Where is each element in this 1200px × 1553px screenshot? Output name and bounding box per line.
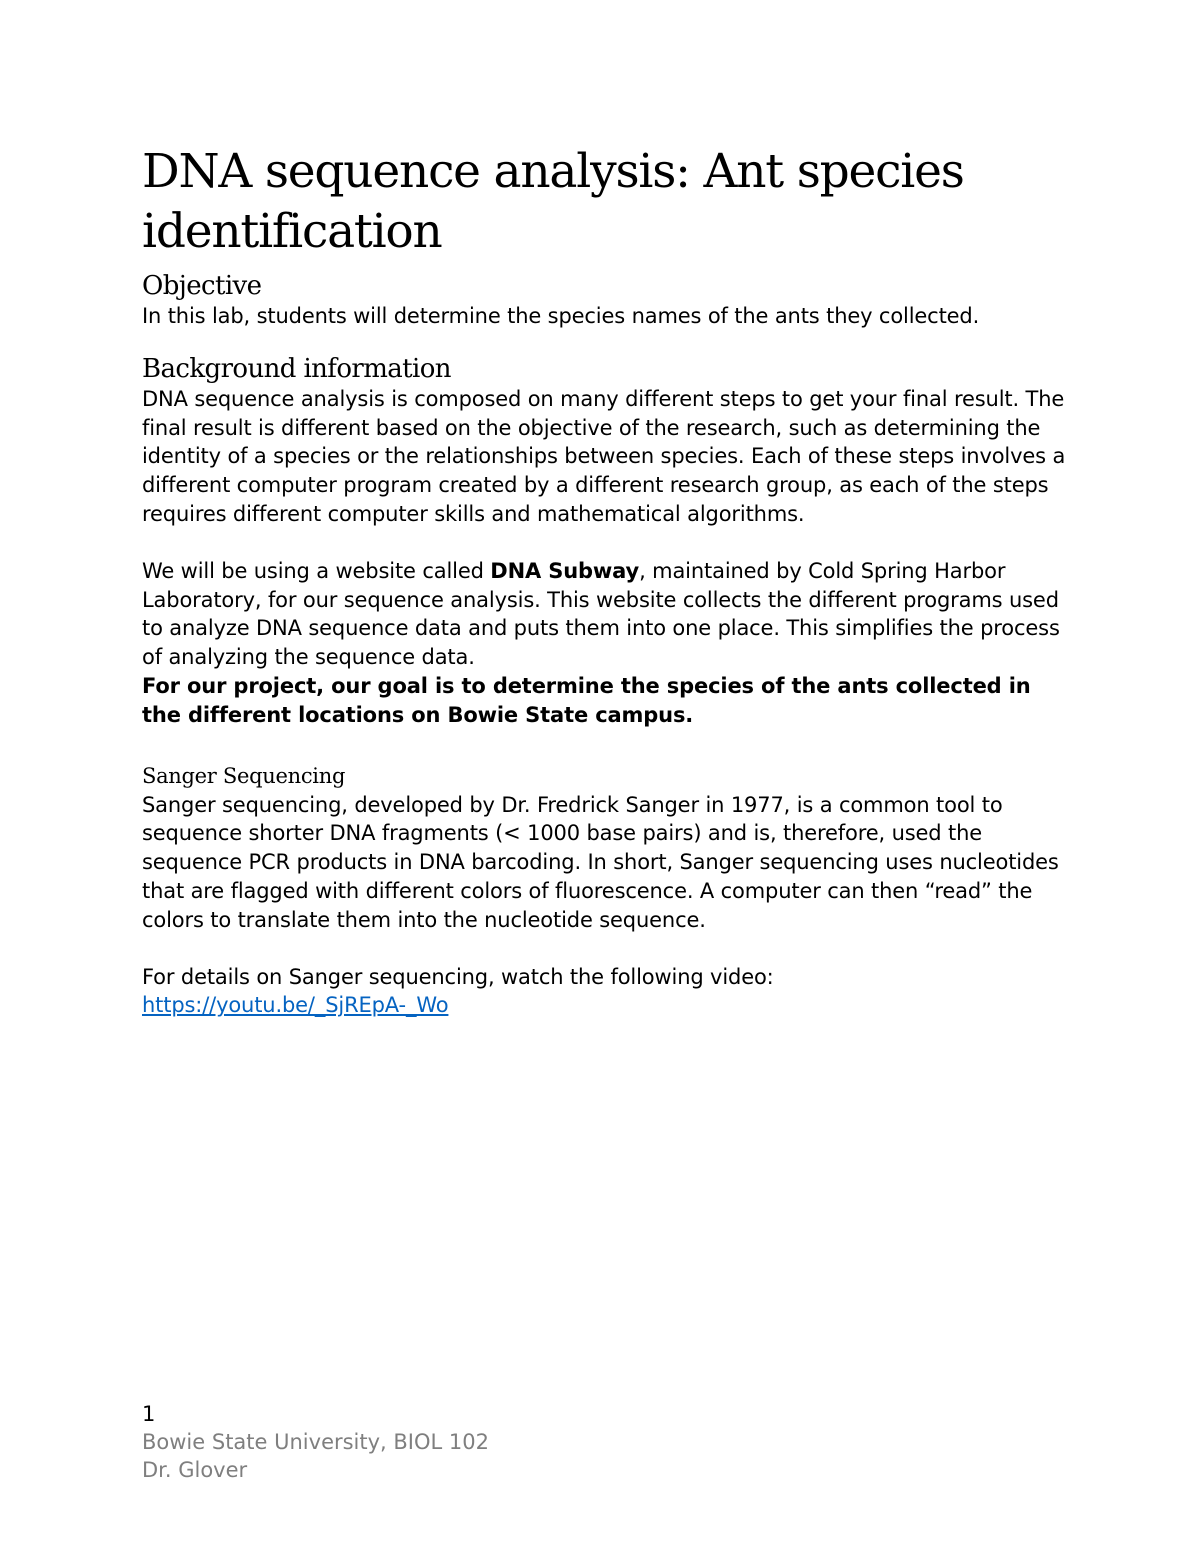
background-paragraph-2 — [142, 557, 1072, 672]
page-number: 1 — [142, 1402, 156, 1426]
document-title: DNA sequence analysis: Ant species identification — [142, 144, 964, 259]
video-link-line — [142, 991, 1072, 1020]
sanger-heading: Sanger Sequencing — [142, 763, 346, 788]
project-goal-text: For our project, our goal is to determine the species of the ants collected in the different locations on Bowie State campus. — [142, 673, 1031, 727]
video-intro: For details on Sanger sequencing, watch the following video: — [142, 964, 774, 989]
project-goal — [142, 672, 1072, 730]
objective-text: In this lab, students will determine the species names of the ants they collected. — [142, 304, 980, 328]
footer-instructor: Dr. Glover — [142, 1458, 248, 1482]
footer-institution: Bowie State University, BIOL 102 — [142, 1430, 489, 1454]
page-footer — [142, 1400, 489, 1484]
document-body — [142, 142, 1072, 1020]
objective-heading: Objective — [142, 271, 262, 301]
video-link[interactable]: https://youtu.be/_SjREpA-_Wo — [142, 993, 449, 1018]
paragraph-2-rest: , maintained by Cold Spring Harbor Laboratory, for our sequence analysis. This website collects the different programs used to analyze DNA sequence data and puts them into one place. This simplifies the process of analyzing the sequence data. — [142, 558, 1060, 670]
sanger-paragraph: Sanger sequencing, developed by Dr. Fredrick Sanger in 1977, is a common tool to sequence shorter DNA fragments (< 1000 base pairs) and is, therefore, used the sequence PCR products in DNA barcoding. In short, Sanger sequencing uses nucleotides that are flagged with different colors of fluorescence. A computer can then “read” the colors to translate them into the nucleotide sequence. — [142, 792, 1059, 932]
background-paragraph-1: DNA sequence analysis is composed on many different steps to get your final result. The final result is different based on the objective of the research, such as determining the identity of a species or the relationships between species. Each of these steps involves a different computer program created by a different research group, as each of the steps requires different computer skills and mathematical algorithms. — [142, 386, 1066, 526]
background-heading: Background information — [142, 353, 451, 384]
dna-subway-name: DNA Subway — [490, 558, 640, 583]
paragraph-2-intro: We will be using a website called — [142, 558, 491, 583]
